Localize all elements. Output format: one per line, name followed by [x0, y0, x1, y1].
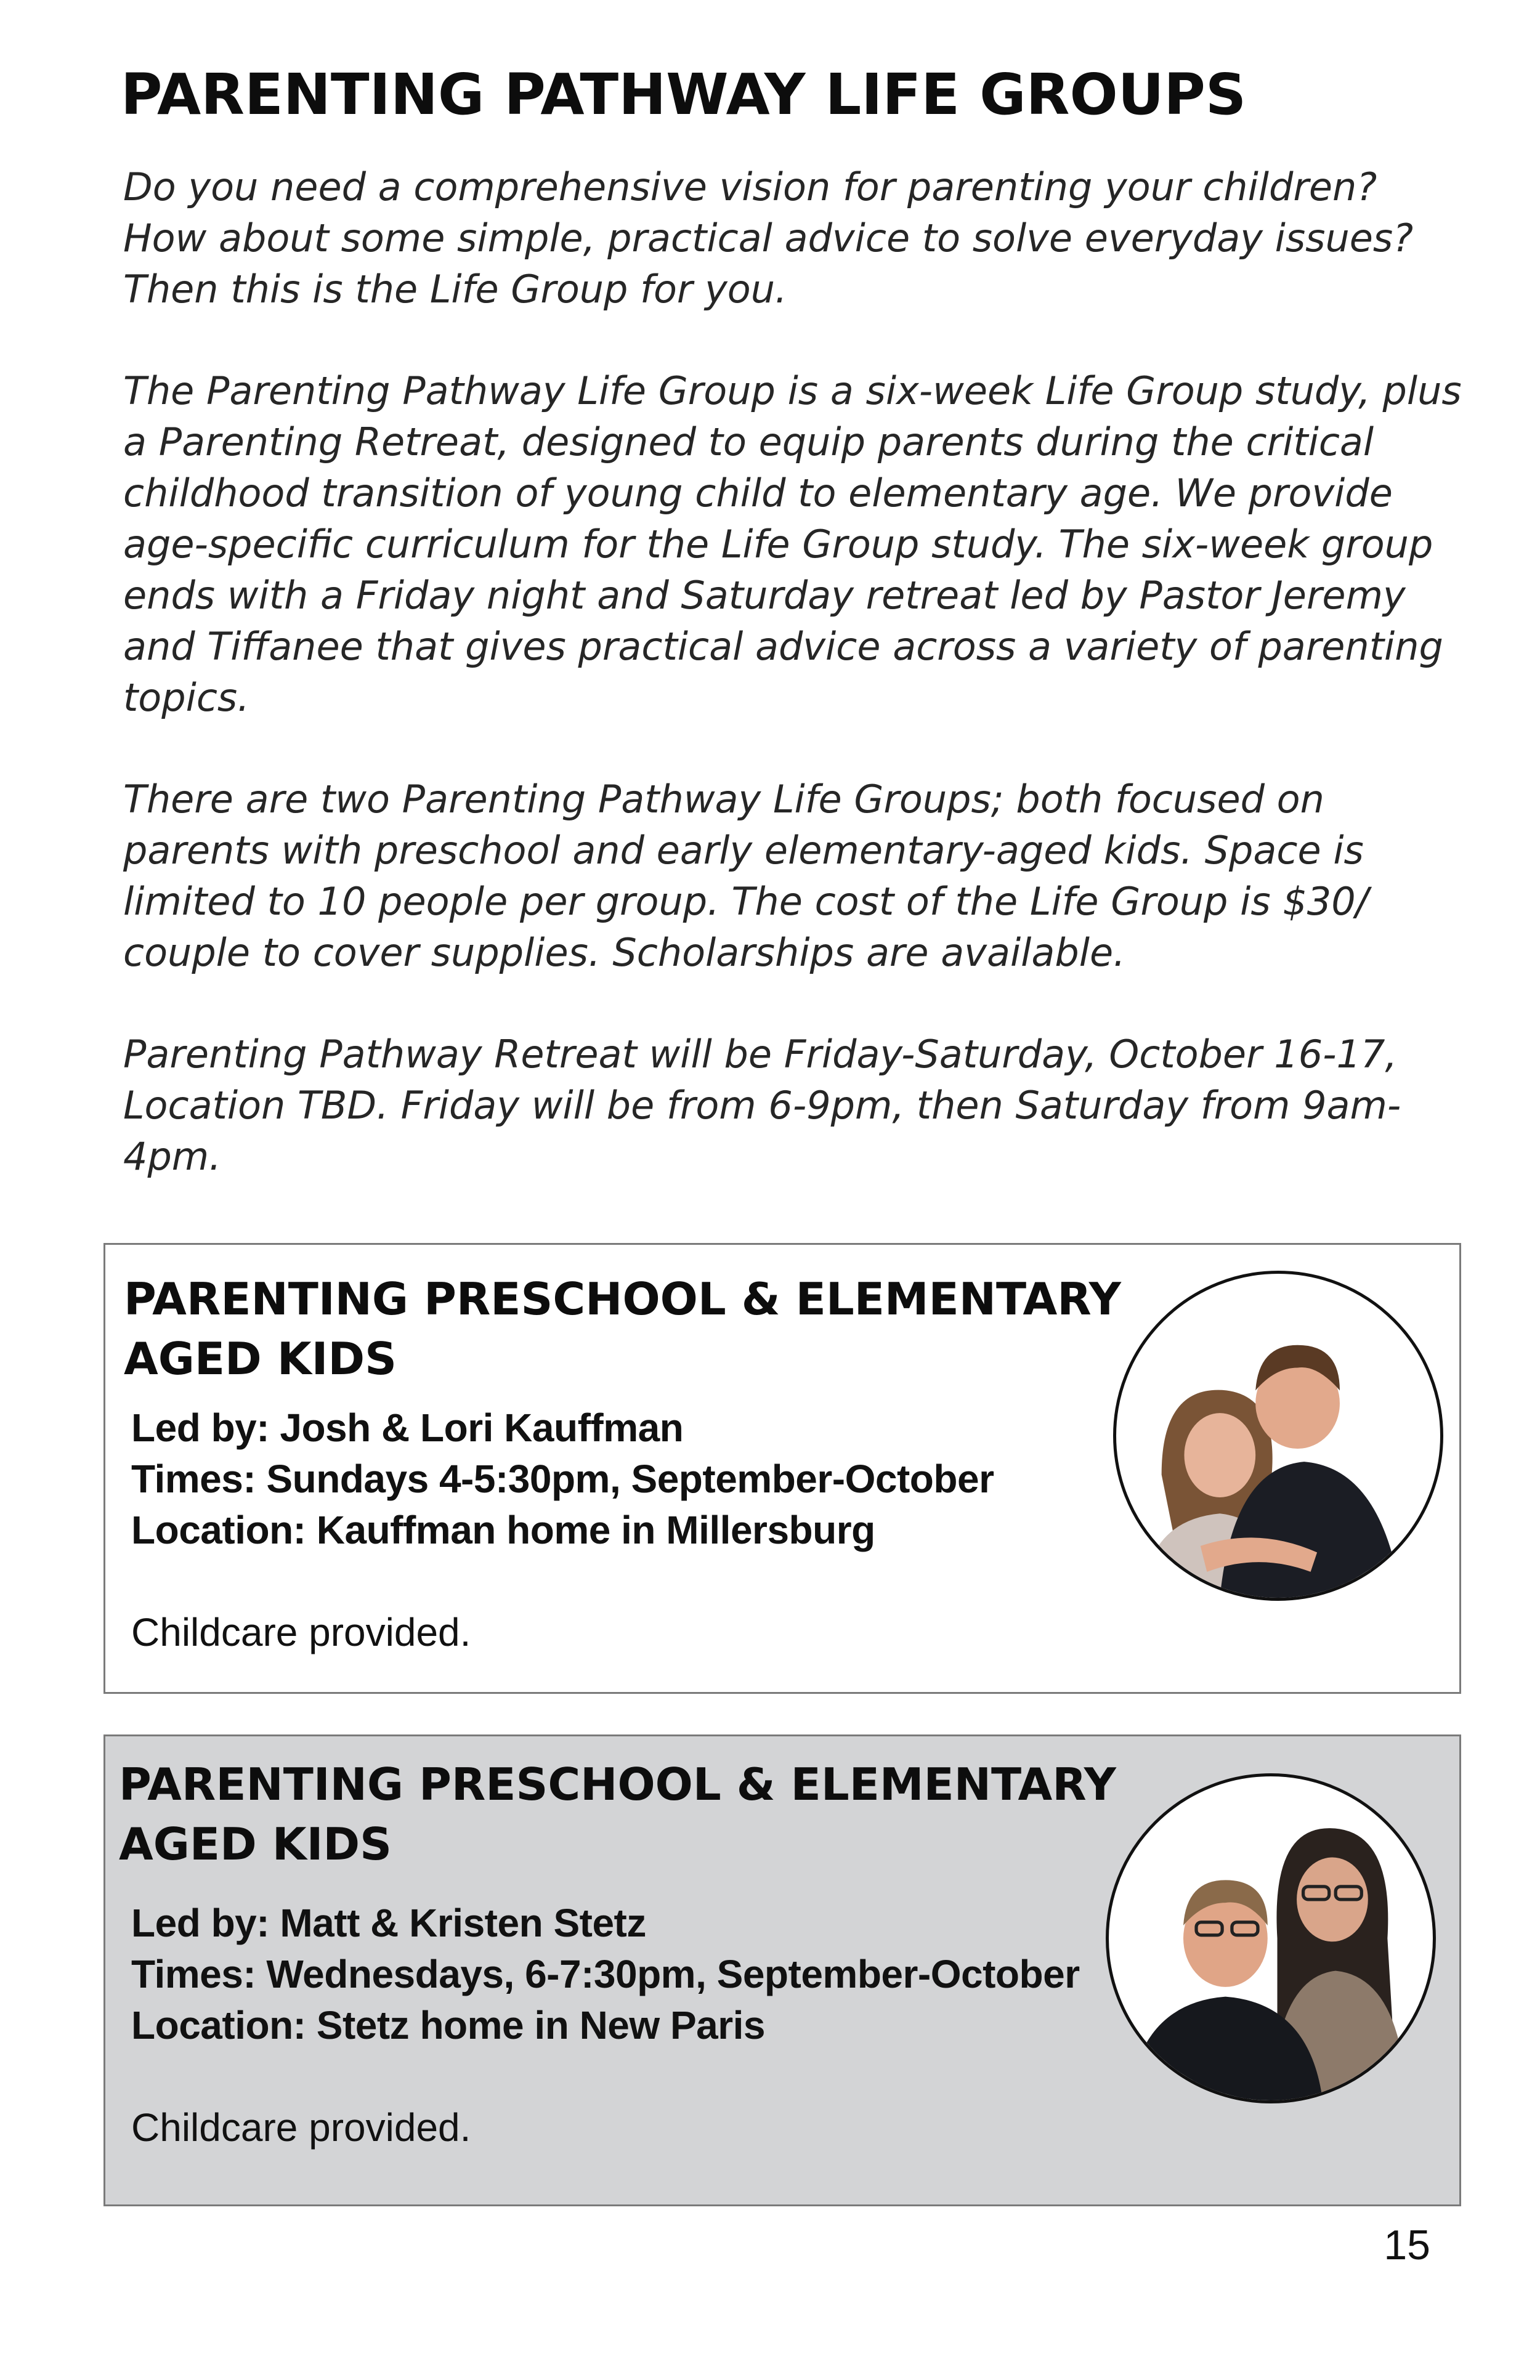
couple-photo-icon — [1109, 1776, 1433, 2100]
group-card-stetz — [103, 1734, 1461, 2206]
group-details — [131, 1402, 994, 1658]
group-leaders: Led by: Josh & Lori Kauffman — [131, 1406, 684, 1450]
leaders-photo — [1106, 1773, 1436, 2103]
group-location: Location: Kauffman home in Millersburg — [131, 1508, 875, 1552]
group-times: Times: Sundays 4-5:30pm, September-October — [131, 1457, 994, 1501]
intro-paragraph: The Parenting Pathway Life Group is a six-week Life Group study, plus a Parenting Retreat, designed to equip parents during the critical childhood transition of young child to elementary age. We provide age-specific curriculum for the Life Group study. The six-week group ends with a Friday night and Saturday retreat led by Pastor Jeremy and Tiffanee that gives practical advice across a variety of parenting topics. — [123, 368, 1462, 720]
group-title: PARENTING PRESCHOOL & ELEMENTARY AGED KIDS — [124, 1273, 1121, 1385]
couple-photo-icon — [1116, 1274, 1440, 1598]
group-childcare: Childcare provided. — [131, 2105, 471, 2150]
group-details — [131, 1898, 1080, 2153]
intro-paragraph: There are two Parenting Pathway Life Groups; both focused on parents with preschool and early elementary-aged kids. Space is limited to 10 people per group. The cost of the Life Group is $30/ couple to cover supplies. Scholarships are available. — [123, 777, 1369, 975]
intro-text — [123, 161, 1466, 1232]
group-times: Times: Wednesdays, 6-7:30pm, September-October — [131, 1952, 1080, 1996]
intro-paragraph: Do you need a comprehensive vision for parenting your children? How about some simple, practical advice to solve everyday issues? Then this is the Life Group for you. — [123, 164, 1414, 312]
group-card-kauffman — [103, 1243, 1461, 1694]
intro-paragraph: Parenting Pathway Retreat will be Friday-Saturday, October 16-17, Location TBD. Friday will be from 6-9pm, then Saturday from 9am-4pm. — [123, 1032, 1401, 1179]
group-location: Location: Stetz home in New Paris — [131, 2003, 765, 2047]
group-childcare: Childcare provided. — [131, 1610, 471, 1654]
page-number: 15 — [1384, 2222, 1430, 2269]
group-title: PARENTING PRESCHOOL & ELEMENTARY AGED KIDS — [119, 1759, 1116, 1870]
leaders-photo — [1113, 1271, 1443, 1601]
group-leaders: Led by: Matt & Kristen Stetz — [131, 1901, 646, 1945]
page-title: PARENTING PATHWAY LIFE GROUPS — [121, 62, 1247, 127]
